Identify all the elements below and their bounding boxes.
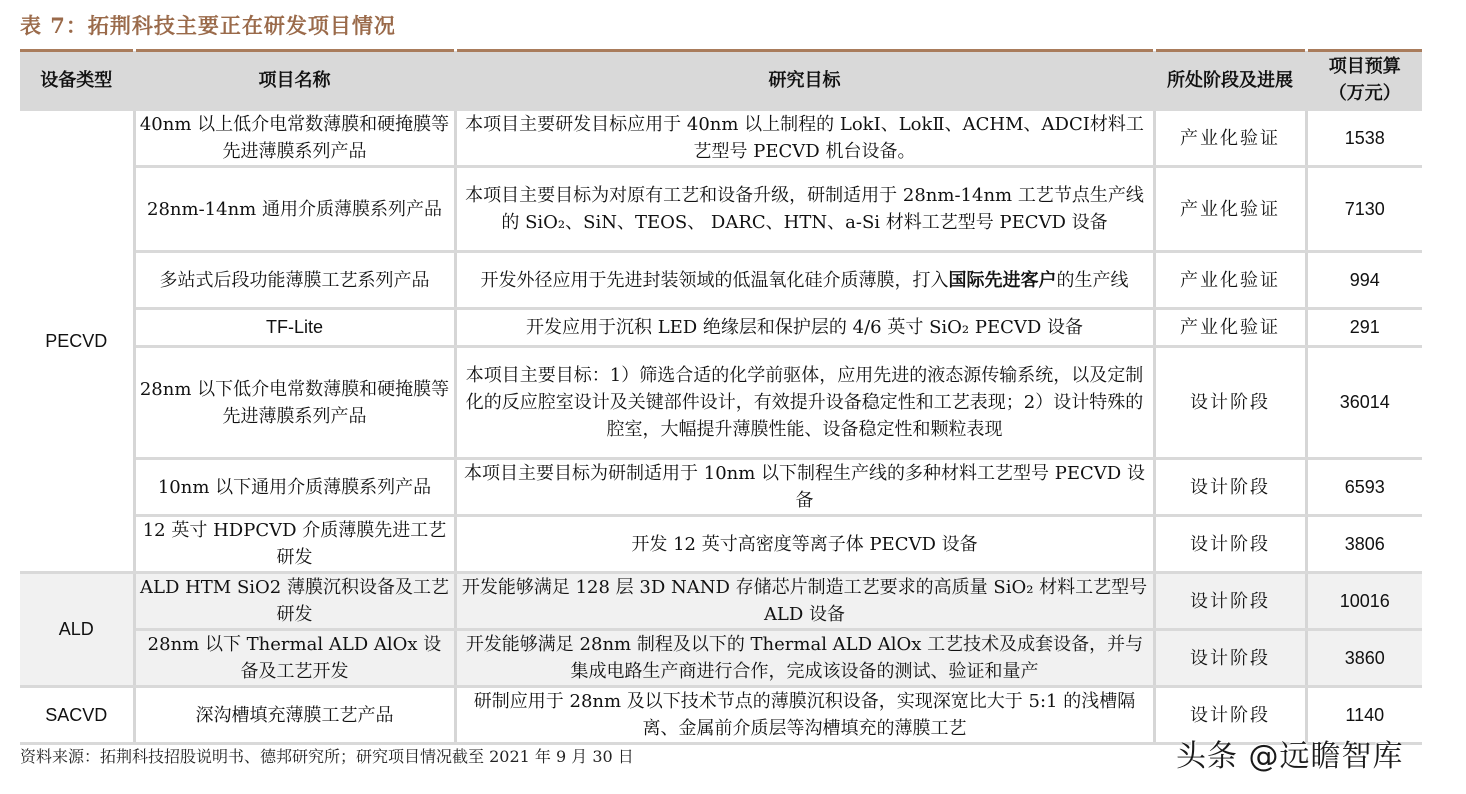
header-research-goal: 研究目标 bbox=[455, 51, 1154, 110]
research-goal-cell: 开发能够满足 28nm 制程及以下的 Thermal ALD AlOx 工艺技术及成套设备，并与集成电路生产商进行合作，完成该设备的测试、验证和量产 bbox=[455, 630, 1154, 687]
budget-cell: 36014 bbox=[1306, 347, 1422, 459]
table-row bbox=[20, 252, 1422, 309]
budget-cell: 994 bbox=[1306, 252, 1422, 309]
research-goal-cell bbox=[455, 252, 1154, 309]
project-name-cell: 12 英寸 HDPCVD 介质薄膜先进工艺研发 bbox=[134, 516, 455, 573]
budget-cell: 7130 bbox=[1306, 167, 1422, 252]
stage-cell: 设计阶段 bbox=[1154, 687, 1306, 744]
research-goal-cell: 开发应用于沉积 LED 绝缘层和保护层的 4/6 英寸 SiO₂ PECVD 设备 bbox=[455, 309, 1154, 347]
project-name-cell: 28nm 以下 Thermal ALD AlOx 设备及工艺开发 bbox=[134, 630, 455, 687]
budget-cell: 6593 bbox=[1306, 459, 1422, 516]
source-footnote: 资料来源：拓荆科技招股说明书、德邦研究所；研究项目情况截至 2021 年 9 月 30 日 bbox=[20, 747, 634, 766]
research-goal-cell: 开发 12 英寸高密度等离子体 PECVD 设备 bbox=[455, 516, 1154, 573]
project-name-cell: 多站式后段功能薄膜工艺系列产品 bbox=[134, 252, 455, 309]
stage-cell: 产业化验证 bbox=[1154, 167, 1306, 252]
table-row bbox=[20, 459, 1422, 516]
research-goal-cell: 本项目主要目标：1）筛选合适的化学前驱体，应用先进的液态源传输系统，以及定制化的反应腔室设计及关键部件设计，有效提升设备稳定性和工艺表现；2）设计特殊的腔室，大幅提升薄膜性能、设备稳定性和颗粒表现 bbox=[455, 347, 1154, 459]
project-name-cell: TF-Lite bbox=[134, 309, 455, 347]
project-name-cell: ALD HTM SiO2 薄膜沉积设备及工艺研发 bbox=[134, 573, 455, 630]
table-row bbox=[20, 347, 1422, 459]
table-row bbox=[20, 110, 1422, 167]
stage-cell: 产业化验证 bbox=[1154, 252, 1306, 309]
table-row bbox=[20, 309, 1422, 347]
research-goal-cell: 本项目主要目标为对原有工艺和设备升级，研制适用于 28nm-14nm 工艺节点生产线的 SiO₂、SiN、TEOS、 DARC、HTN、a-Si 材料工艺型号 PECVD 设备 bbox=[455, 167, 1154, 252]
header-budget-line2: （万元） bbox=[1328, 83, 1401, 104]
header-stage-text: 所处阶段及进展 bbox=[1167, 69, 1293, 91]
header-budget bbox=[1306, 51, 1422, 110]
project-name-cell: 深沟槽填充薄膜工艺产品 bbox=[134, 687, 455, 744]
project-name-cell: 28nm-14nm 通用介质薄膜系列产品 bbox=[134, 167, 455, 252]
research-goal-cell: 开发能够满足 128 层 3D NAND 存储芯片制造工艺要求的高质量 SiO₂ 材料工艺型号 ALD 设备 bbox=[455, 573, 1154, 630]
goal-text: 开发外径应用于先进封装领域的低温氧化硅介质薄膜，打入 bbox=[480, 269, 949, 291]
goal-emphasis: 国际先进客户 bbox=[948, 269, 1057, 291]
table-row bbox=[20, 630, 1422, 687]
research-goal-cell: 研制应用于 28nm 及以下技术节点的薄膜沉积设备，实现深宽比大于 5:1 的浅槽隔离、金属前介质层等沟槽填充的薄膜工艺 bbox=[455, 687, 1154, 744]
header-project-name: 项目名称 bbox=[134, 51, 455, 110]
budget-cell: 10016 bbox=[1306, 573, 1422, 630]
header-equipment-type: 设备类型 bbox=[20, 51, 134, 110]
table-row bbox=[20, 516, 1422, 573]
stage-cell: 设计阶段 bbox=[1154, 573, 1306, 630]
project-name-cell: 40nm 以上低介电常数薄膜和硬掩膜等先进薄膜系列产品 bbox=[134, 110, 455, 167]
header-budget-line1: 项目预算 bbox=[1328, 56, 1401, 77]
project-name-cell: 28nm 以下低介电常数薄膜和硬掩膜等先进薄膜系列产品 bbox=[134, 347, 455, 459]
budget-cell: 1538 bbox=[1306, 110, 1422, 167]
watermark: 头条 @远瞻智库 bbox=[1176, 739, 1404, 774]
budget-cell: 3806 bbox=[1306, 516, 1422, 573]
stage-cell: 设计阶段 bbox=[1154, 516, 1306, 573]
table-header-row bbox=[20, 51, 1422, 110]
equipment-type-cell: ALD bbox=[20, 573, 134, 687]
budget-cell: 1140 bbox=[1306, 687, 1422, 744]
equipment-type-cell: PECVD bbox=[20, 110, 134, 573]
stage-cell: 设计阶段 bbox=[1154, 347, 1306, 459]
research-goal-cell: 本项目主要研发目标应用于 40nm 以上制程的 LokⅠ、LokⅡ、ACHM、ADCⅠ材料工艺型号 PECVD 机台设备。 bbox=[455, 110, 1154, 167]
budget-cell: 3860 bbox=[1306, 630, 1422, 687]
goal-text: 的生产线 bbox=[1056, 269, 1129, 291]
table-row bbox=[20, 167, 1422, 252]
stage-cell: 产业化验证 bbox=[1154, 309, 1306, 347]
header-stage bbox=[1154, 51, 1306, 110]
stage-cell: 设计阶段 bbox=[1154, 459, 1306, 516]
project-name-cell: 10nm 以下通用介质薄膜系列产品 bbox=[134, 459, 455, 516]
research-goal-cell: 本项目主要目标为研制适用于 10nm 以下制程生产线的多种材料工艺型号 PECVD 设备 bbox=[455, 459, 1154, 516]
stage-cell: 产业化验证 bbox=[1154, 110, 1306, 167]
table-title: 表 7：拓荆科技主要正在研发项目情况 bbox=[20, 13, 396, 38]
stage-cell: 设计阶段 bbox=[1154, 630, 1306, 687]
budget-cell: 291 bbox=[1306, 309, 1422, 347]
research-projects-table bbox=[20, 49, 1422, 745]
table-row bbox=[20, 573, 1422, 630]
equipment-type-cell: SACVD bbox=[20, 687, 134, 744]
